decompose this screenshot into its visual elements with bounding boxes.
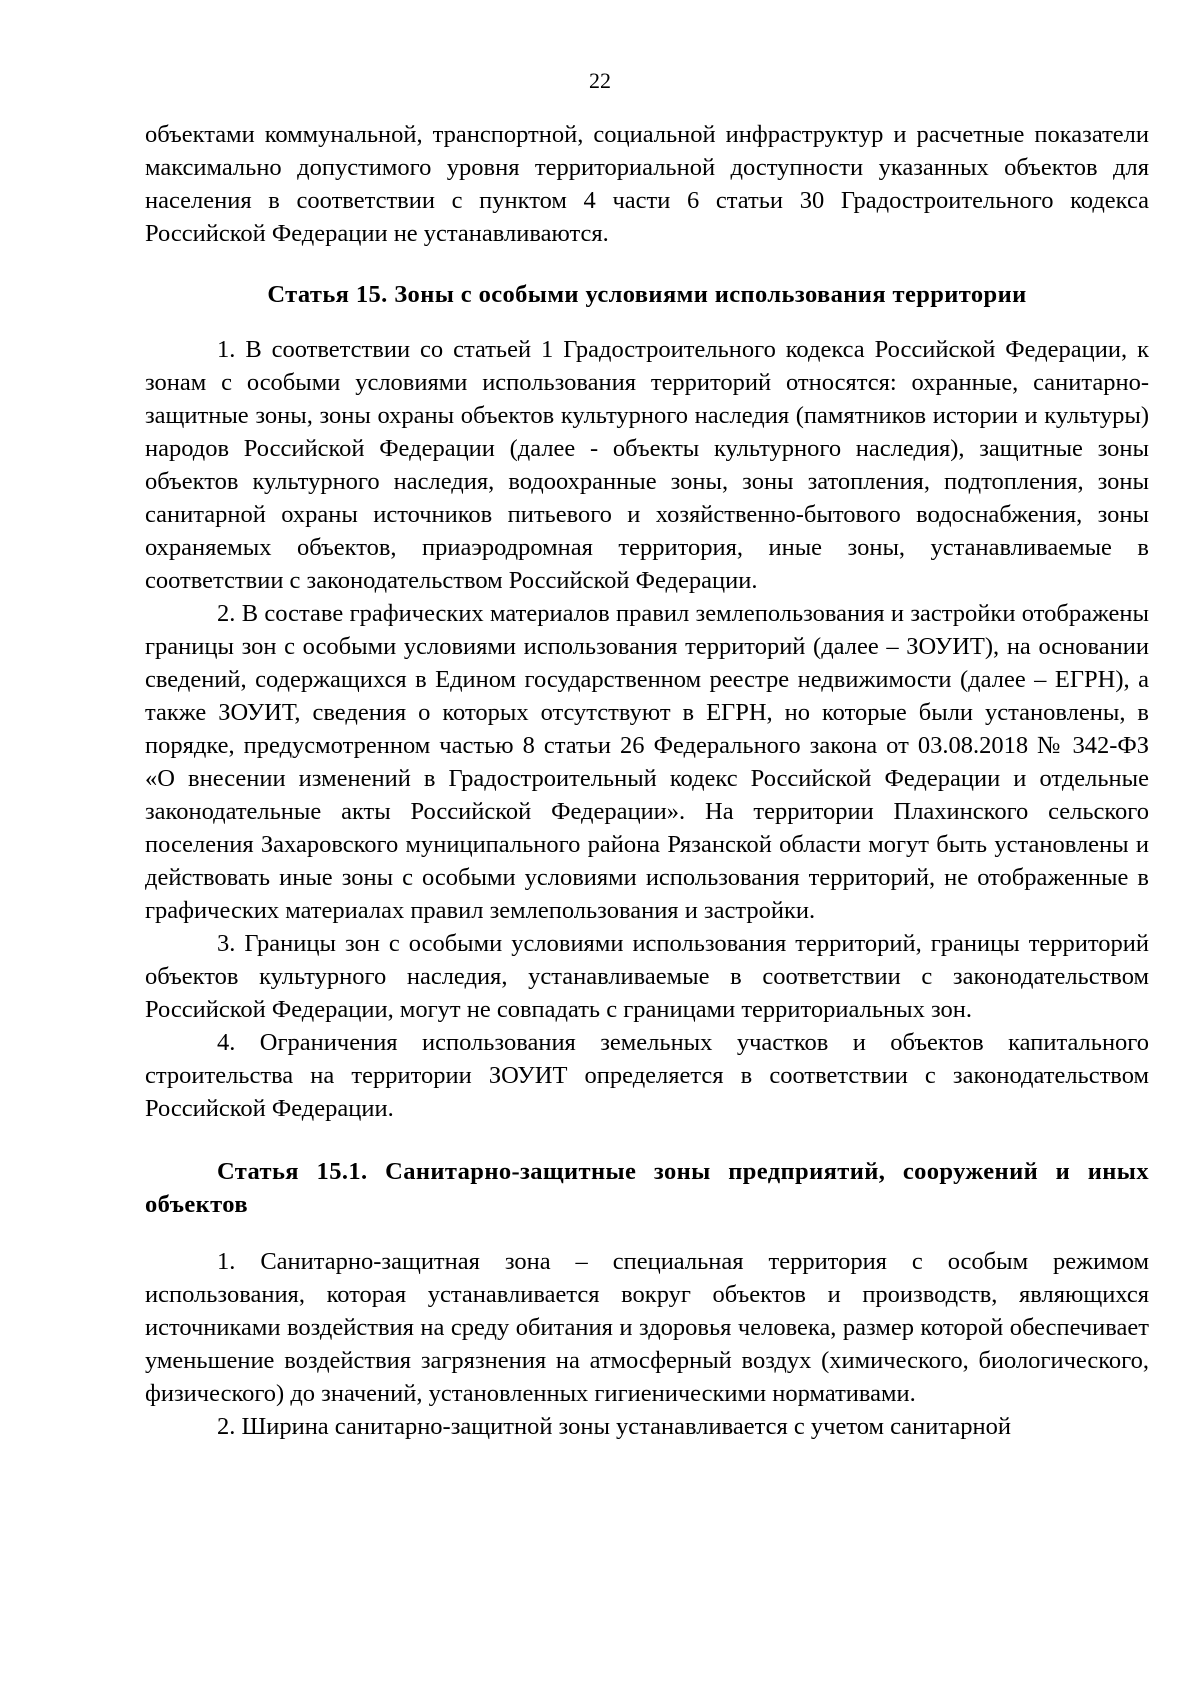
intro-paragraph: объектами коммунальной, транспортной, социальной инфраструктур и расчетные показатели максимально допустимого уровня территориальной доступности указанных объектов для населения в соответствии с пунктом 4 части 6 статьи 30 Градостроительного кодекса Российской Федерации не устанавливаются.: [145, 121, 1149, 247]
article-15-paragraph-4: 4. Ограничения использования земельных участков и объектов капитального строительства на территории ЗОУИТ определяется в соответствии с законодательством Российской Федерации.: [145, 1029, 1149, 1122]
article-15-paragraph-3: 3. Границы зон с особыми условиями использования территорий, границы территорий объектов культурного наследия, устанавливаемые в соответствии с законодательством Российской Федерации, могут не совпадать с границами территориальных зон.: [145, 930, 1149, 1023]
article-15-paragraph-1: 1. В соответствии со статьей 1 Градостроительного кодекса Российской Федерации, к зонам с особыми условиями использования территорий относятся: охранные, санитарно-защитные зоны, зоны охраны объектов культурного наследия (памятников истории и культуры) народов Российской Федерации (далее - объекты культурного наследия), защитные зоны объектов культурного наследия, водоохранные зоны, зоны затопления, подтопления, зоны санитарной охраны источников питьевого и хозяйственно-бытового водоснабжения, зоны охраняемых объектов, приаэродромная территория, иные зоны, устанавливаемые в соответствии с законодательством Российской Федерации.: [145, 336, 1149, 594]
article-15-1-paragraph-1: 1. Санитарно-защитная зона – специальная территория с особым режимом использования, которая устанавливается вокруг объектов и производств, являющихся источниками воздействия на среду обитания и здоровья человека, размер которой обеспечивает уменьшение воздействия загрязнения на атмосферный воздух (химического, биологического, физического) до значений, установленных гигиеническими нормативами.: [145, 1248, 1149, 1407]
article-15-paragraph-2: 2. В составе графических материалов правил землепользования и застройки отображены границы зон с особыми условиями использования территорий (далее – ЗОУИТ), на основании сведений, содержащихся в Едином государственном реестре недвижимости (далее – ЕГРН), а также ЗОУИТ, сведения о которых отсутствуют в ЕГРН, но которые были установлены, в порядке, предусмотренном частью 8 статьи 26 Федерального закона от 03.08.2018 № 342-ФЗ «О внесении изменений в Градостроительный кодекс Российской Федерации и отдельные законодательные акты Российской Федерации». На территории Плахинского сельского поселения Захаровского муниципального района Рязанской области могут быть установлены и действовать иные зоны с особыми условиями использования территорий, не отображенные в графических материалах правил землепользования и застройки.: [145, 600, 1149, 924]
article-15-heading: Статья 15. Зоны с особыми условиями использования территории: [267, 281, 1027, 308]
article-15-1-paragraph-2: 2. Ширина санитарно-защитной зоны устанавливается с учетом санитарной: [217, 1413, 1011, 1440]
page-number: 22: [589, 68, 611, 93]
article-15-1-heading: Статья 15.1. Санитарно-защитные зоны предприятий, сооружений и иных объектов: [145, 1158, 1149, 1218]
document-body: [145, 118, 1149, 1443]
